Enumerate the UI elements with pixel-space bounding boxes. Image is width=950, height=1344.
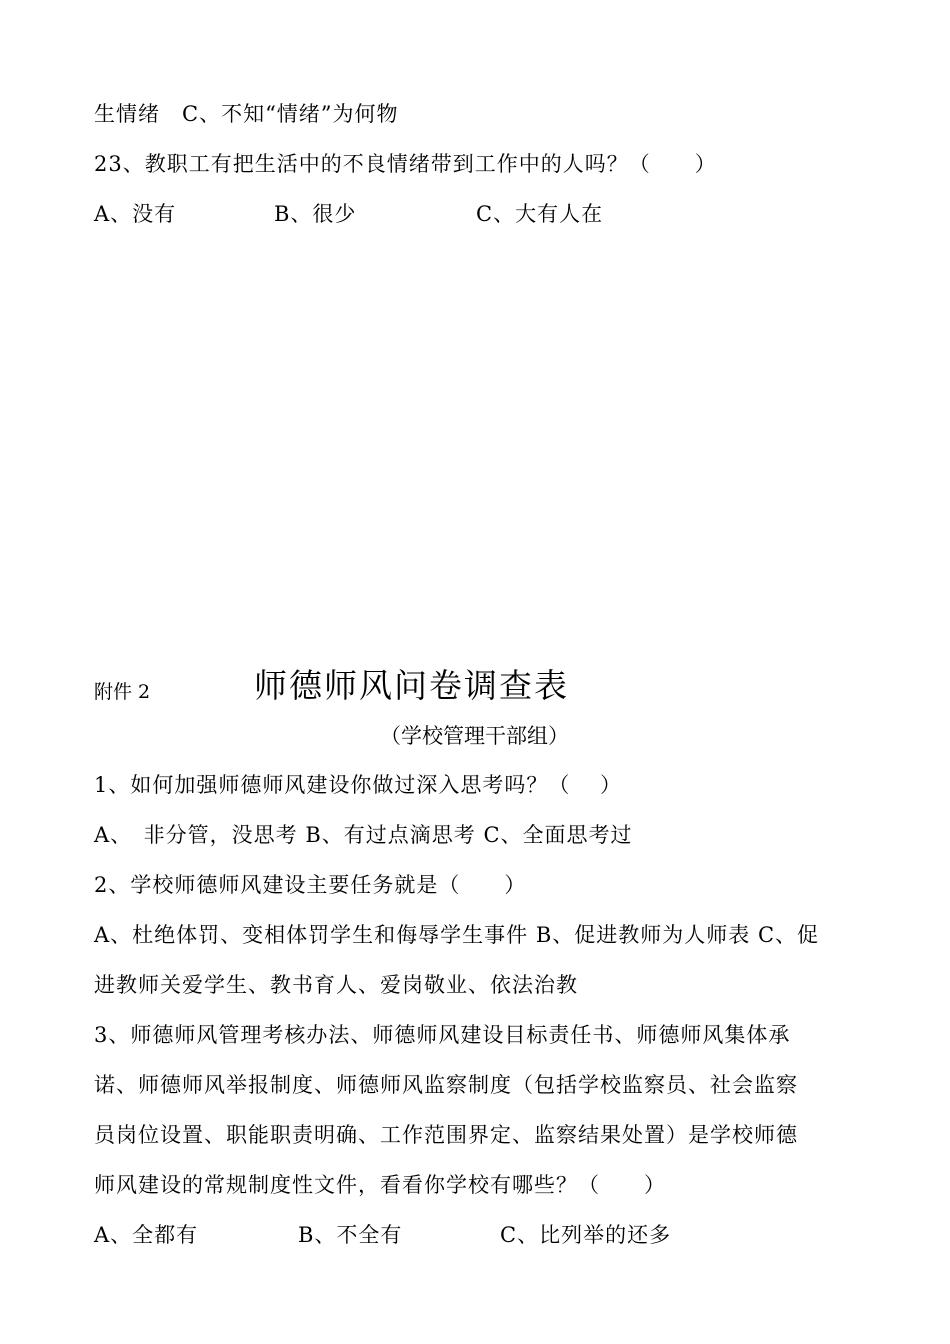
document-title: 师德师风问卷调查表: [254, 666, 569, 705]
prev-question-continuation: 生情绪 C、不知“情绪”为何物: [94, 102, 399, 126]
question-23: 23、教职工有把生活中的不良情绪带到工作中的人吗？（ ）: [94, 152, 717, 176]
question-1: 1、如何加强师德师风建设你做过深入思考吗？（ ）: [94, 773, 623, 797]
question-23-option-c: C、大有人在: [476, 202, 604, 226]
question-2: 2、学校师德师风建设主要任务就是（ ）: [94, 873, 527, 897]
question-3-line-4: 师风建设的常规制度性文件，看看你学校有哪些？（ ）: [94, 1173, 666, 1197]
question-23-option-a: A、没有: [94, 202, 177, 226]
question-3-option-b: B、不全有: [298, 1223, 403, 1247]
question-2-options-line-1: A、杜绝体罚、变相体罚学生和侮辱学生事件 B、促进教师为人师表 C、促: [94, 923, 820, 947]
question-2-options-line-2: 进教师关爱学生、教书育人、爱岗敬业、依法治教: [94, 973, 578, 997]
document-subtitle: （学校管理干部组）: [380, 724, 569, 748]
question-3-line-3: 员岗位设置、职能职责明确、工作范围界定、监察结果处置）是学校师德: [94, 1123, 798, 1147]
question-3-option-c: C、比列举的还多: [500, 1223, 672, 1247]
question-3-line-1: 3、师德师风管理考核办法、师德师风建设目标责任书、师德师风集体承: [94, 1023, 791, 1047]
question-23-options: [94, 200, 854, 228]
question-3-line-2: 诺、师德师风举报制度、师德师风监察制度（包括学校监察员、社会监察: [94, 1073, 798, 1097]
question-23-option-b: B、很少: [274, 202, 357, 226]
question-3-option-a: A、全都有: [94, 1223, 199, 1247]
question-3-options: [94, 1221, 854, 1249]
question-1-options: A、 非分管，没思考 B、有过点滴思考 C、全面思考过: [94, 823, 633, 847]
appendix-label: 附件 2: [94, 681, 151, 703]
